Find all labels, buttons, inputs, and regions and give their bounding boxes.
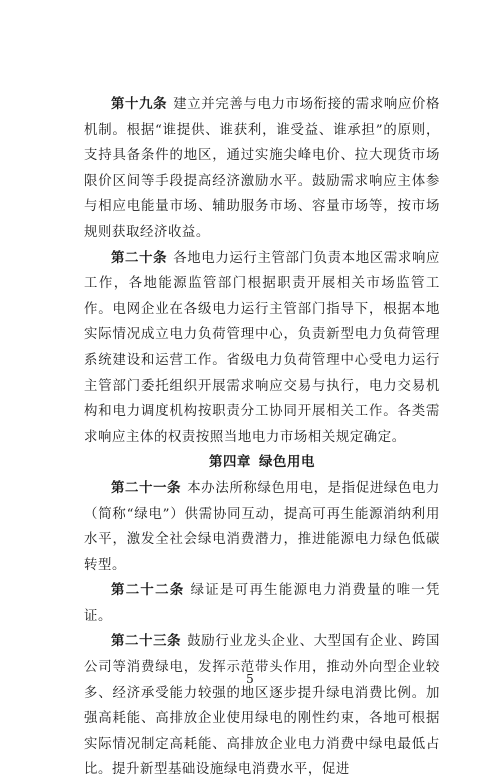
article-22-text: 绿证是可再生能源电力消费量的唯一凭证。: [84, 583, 441, 624]
chapter-title: 绿色用电: [259, 454, 315, 471]
article-20-text: 各地电力运行主管部门负责本地区需求响应工作，各地能源监管部门根据职责开展相关市场监管工作。电网企业在各级电力运行主管部门指导下，根据本地实际情况成立电力负荷管理中心，负责新型电力负荷管理系统建设和运营工作。省级电力负荷管理中心受电力运行主管部门委托组织开展需求响应交易与执行，电力交易机构和电力调度机构按职责分工协同开展相关工作。各类需求响应主体的权责按照当地电力市场相关规定确定。: [84, 250, 440, 445]
article-20-number: 第二十条: [111, 249, 168, 266]
article-21-paragraph: [84, 476, 440, 578]
article-19-text: 建立并完善与电力市场衔接的需求响应价格机制。根据“谁提供、谁获利，谁受益、谁承担”的原则，支持具备条件的地区，通过实施尖峰电价、拉大现货市场限价区间等手段提高经济激励水平。鼓励需求响应主体参与相应电能量市场、辅助服务市场、容量市场等，按市场规则获取经济收益。: [84, 97, 440, 240]
article-22-number: 第二十二条: [111, 582, 185, 599]
page-number: 5: [246, 672, 254, 686]
article-23-paragraph: [84, 629, 440, 783]
article-19-number: 第十九条: [111, 96, 168, 112]
chapter-heading: [84, 450, 440, 476]
article-23-text: 鼓励行业龙头企业、大型国有企业、跨国公司等消费绿电，发挥示范带头作用，推动外向型企业较多、经济承受能力较强的地区逐步提升绿电消费比例。加强高耗能、高排放企业使用绿电的刚性约束，各地可根据实际情况制定高耗能、高排放企业电力消费中绿电最低占比。提升新型基础设施绿电消费水平，促进: [84, 634, 440, 778]
article-19-paragraph: [84, 92, 440, 246]
article-20-paragraph: [84, 246, 440, 451]
article-21-text: 本办法所称绿色用电，是指促进绿色电力（简称“绿电”）供需协同互动，提高可再生能源消纳利用水平，激发全社会绿电消费潜力，推进能源电力绿色低碳转型。: [84, 480, 440, 573]
article-21-number: 第二十一条: [111, 479, 182, 496]
article-22-paragraph: [84, 578, 440, 629]
article-23-number: 第二十三条: [111, 633, 182, 650]
chapter-number: 第四章: [209, 454, 251, 471]
